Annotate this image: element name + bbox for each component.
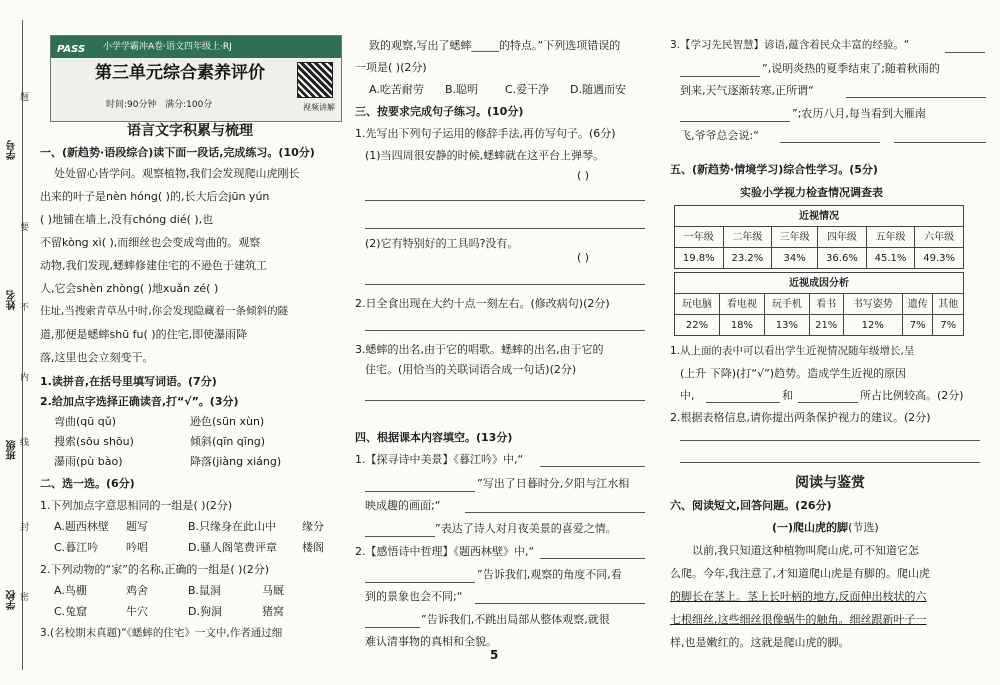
header-subtitle: 小学学霸冲A卷·语文四年级上·RJ: [103, 42, 232, 52]
choice-option-word: 楼阁: [302, 541, 324, 554]
pronunciation-item[interactable]: 逊色(sūn xùn): [190, 415, 265, 428]
choice-question-3-cont: 致的观察,写出了蟋蟀_____的特点。”下列选项错误的: [369, 39, 621, 52]
column-1: [40, 0, 340, 685]
reading-line: 的脚长在茎上。茎上长叶柄的地方,反面伸出枝状的六: [670, 590, 927, 603]
video-label: 视频讲解: [303, 103, 335, 112]
answer-line[interactable]: [945, 52, 985, 53]
share-cell: 13%: [764, 315, 809, 336]
answer-line[interactable]: [680, 76, 760, 77]
passage-line: 住址,当搜索青草丛中时,你会发现隐藏着一条倾斜的隧: [40, 305, 289, 317]
choice-option[interactable]: A.题西林壁: [54, 520, 109, 533]
margin-word: 题: [20, 93, 30, 103]
choice-option-word: 缘分: [302, 520, 324, 533]
fill-1b: ”写出了日暮时分,夕阳与江水相: [477, 477, 630, 490]
cause-cell: 其他: [933, 294, 964, 315]
vision-cause-table: [674, 272, 964, 336]
vision-rate-table: [674, 205, 964, 269]
answer-line[interactable]: [540, 466, 645, 467]
sub-question-1: 1.读拼音,在括号里填写词语。(7分): [40, 375, 217, 388]
answer-line[interactable]: [540, 558, 645, 559]
passage-line: 落,这里也会立刻变干。: [40, 351, 154, 364]
school-label: 学校: [7, 590, 18, 610]
cause-cell: 玩电脑: [675, 294, 720, 315]
rate-cell: 34%: [772, 248, 818, 269]
cause-cell: 书写姿势: [843, 294, 902, 315]
page-number: 5: [490, 648, 499, 662]
name-label: 姓名: [7, 290, 18, 310]
choice-option[interactable]: B.聪明: [445, 83, 479, 96]
reading-title-text: (一)爬山虎的脚: [772, 521, 849, 534]
column-3: [670, 0, 990, 685]
answer-line[interactable]: [680, 440, 980, 441]
margin-word: 不: [20, 303, 30, 313]
question-6-title: 六、阅读短文,回答问题。(26分): [670, 499, 832, 512]
share-cell: 7%: [903, 315, 933, 336]
pass-logo: PASS: [57, 44, 86, 55]
choice-option-word: 猪窝: [262, 605, 284, 618]
choice-question-3: 3.(名校期末真题)“《蟋蟀的住宅》一文中,作者通过细: [40, 627, 283, 639]
answer-line[interactable]: [680, 121, 790, 122]
passage-line: 处处留心皆学问。观察植物,我们会发现爬山虎刚长: [54, 167, 300, 180]
answer-line[interactable]: [365, 228, 645, 229]
cause-cell: 遗传: [903, 294, 933, 315]
sentence-task-2: 2.日全食出现在大约十点一刻左右。(修改病句)(2分): [355, 297, 610, 310]
answer-line[interactable]: [780, 142, 880, 143]
analysis-1c: 中,: [680, 389, 695, 402]
fill-2b: ”告诉我们,观察的角度不同,看: [477, 568, 622, 581]
choice-option[interactable]: A.鸟棚: [54, 584, 87, 597]
pronunciation-item[interactable]: 降落(jiàng xiáng): [190, 455, 282, 468]
question-2-title: 二、选一选。(6分): [40, 477, 135, 490]
answer-line[interactable]: [465, 512, 645, 513]
choice-option-word: 题写: [126, 520, 148, 533]
choice-option[interactable]: C.爱干净: [505, 83, 550, 96]
grade-cell: 一年级: [675, 227, 724, 248]
question-3-title: 三、按要求完成句子练习。(10分): [355, 105, 524, 118]
choice-question-1: 1.下列加点字意思相同的一组是( )(2分): [40, 499, 233, 512]
rate-cell: 19.8%: [675, 248, 724, 269]
passage-line: 动物,我们发现,蟋蟀修建住宅的不逊色于建筑工: [40, 259, 267, 272]
answer-line[interactable]: [365, 400, 645, 401]
margin-word: 要: [20, 223, 30, 233]
choice-option[interactable]: C.暮江吟: [54, 541, 99, 554]
analysis-1b[interactable]: (上升 下降)(打“√”)趋势。造成学生近视的原因: [680, 367, 907, 380]
question-1-title: 一、(新趋势·语段综合)读下面一段话,完成练习。(10分): [40, 146, 315, 159]
grade-cell: 六年级: [915, 227, 964, 248]
share-cell: 18%: [719, 315, 764, 336]
cause-cell: 看电视: [719, 294, 764, 315]
analysis-1d: 和: [782, 389, 793, 402]
grade-cell: 二年级: [723, 227, 772, 248]
fill-3e: 飞,爷爷总会说:“: [680, 129, 759, 142]
fill-1d: ”表达了诗人对月夜美景的喜爱之情。: [435, 522, 617, 535]
grade-cell: 四年级: [818, 227, 867, 248]
exam-meta: [106, 96, 212, 115]
sentence-task-3a: 3.蟋蟀的出名,由于它的唱歌。蟋蟀的出名,由于它的: [355, 343, 604, 356]
choice-option[interactable]: D.狗洞: [188, 605, 222, 618]
column-2: [355, 0, 650, 685]
exam-header: [50, 35, 342, 122]
fill-3b: ”,说明炎热的夏季结束了;随着秋雨的: [762, 62, 940, 75]
pronunciation-item[interactable]: 搜索(sōu shōu): [54, 435, 134, 448]
reading-line: 以前,我只知道这种植物叫爬山虎,可不知道它怎: [692, 544, 919, 557]
choice-option[interactable]: B.只缘身在此山中: [188, 520, 277, 533]
answer-line[interactable]: [365, 582, 475, 583]
fill-3a: 3.【学习先民智慧】谚语,蕴含着民众丰富的经验。“: [670, 39, 910, 51]
share-cell: 12%: [843, 315, 902, 336]
reading-line: 七根细丝,这些细丝很像蜗牛的触角。细丝跟新叶子一: [670, 613, 927, 626]
choice-question-2: 2.下列动物的“家”的名称,正确的一组是( )(2分): [40, 563, 270, 576]
table-title: 实验小学视力检查情况调查表: [740, 186, 883, 199]
margin-word: 封: [20, 523, 30, 533]
choice-option[interactable]: C.兔窟: [54, 605, 88, 618]
answer-line[interactable]: [706, 402, 780, 403]
rate-cell: 45.1%: [866, 248, 915, 269]
sentence-task-3b: 住宅。(用恰当的关联词语合成一句话)(2分): [365, 363, 577, 376]
grade-cell: 五年级: [866, 227, 915, 248]
choice-option-word: 鸡舍: [126, 584, 148, 597]
answer-line[interactable]: [475, 603, 645, 604]
passage-line: 出来的叶子是nèn hóng( )的,长大后会jūn yún: [40, 190, 270, 203]
fill-2d: ”告诉我们,不跳出局部从整体观察,就很: [421, 613, 610, 626]
share-cell: 21%: [809, 315, 843, 336]
question-5-title: 五、(新趋势·情境学习)综合性学习。(5分): [670, 163, 878, 176]
answer-line[interactable]: [798, 402, 858, 403]
cause-cell: 看书: [809, 294, 843, 315]
fill-2a: 2.【感悟诗中哲理】《题西林壁》中,“: [355, 545, 535, 558]
pronunciation-item[interactable]: 瀑雨(pù bào): [54, 455, 123, 468]
pronunciation-item[interactable]: 弯曲(qū qǔ): [54, 415, 116, 428]
margin-word: 内: [20, 373, 30, 383]
sentence-1b: (2)它有特别好的工具吗?没有。: [365, 237, 519, 250]
choice-option-word: 牛穴: [126, 605, 148, 618]
student-id-label: 学号: [7, 140, 18, 160]
fill-1a: 1.【探寻诗中美景】《暮江吟》中,“: [355, 453, 524, 466]
share-cell: 7%: [933, 315, 964, 336]
answer-line[interactable]: [365, 536, 435, 537]
table-header: 近视情况: [675, 206, 964, 227]
analysis-1a: 1.从上面的表中可以看出学生近视情况随年级增长,呈: [670, 345, 915, 357]
reading-line: 么爬。今年,我注意了,才知道爬山虎是有脚的。爬山虎: [670, 567, 930, 580]
binding-margin: [0, 0, 40, 685]
class-label: 班级: [7, 440, 18, 460]
margin-word: 密: [20, 593, 30, 603]
passage-line: 人,它会shèn zhòng( )地xuǎn zé( ): [40, 282, 219, 295]
answer-line[interactable]: [365, 627, 420, 628]
full-score: 满分:100分: [165, 100, 213, 110]
choice-option[interactable]: D.骚人阁笔费评章: [188, 541, 277, 554]
section-title-reading: 阅读与鉴赏: [795, 475, 865, 491]
passage-line: ( )地铺在墙上,没有chóng dié( ),也: [40, 213, 214, 226]
fill-3d: ”;农历八月,每当看到大雁南: [792, 107, 926, 120]
reading-note: (节选): [848, 521, 879, 534]
rate-cell: 36.6%: [818, 248, 867, 269]
exam-title: 第三单元综合素养评价: [95, 63, 265, 83]
analysis-1e: 所占比例较高。(2分): [860, 389, 964, 402]
sentence-1a: (1)当四周很安静的时候,蟋蟀就在这平台上弹琴。: [365, 149, 605, 162]
answer-line[interactable]: [365, 200, 645, 201]
reading-line: 样,也是嫩红的。这就是爬山虎的脚。: [670, 636, 850, 649]
answer-paren: ( ): [577, 251, 590, 264]
choice-option[interactable]: A.吃苦耐劳: [369, 83, 424, 96]
rate-cell: 23.2%: [723, 248, 772, 269]
pronunciation-item[interactable]: 倾斜(qīn qīng): [190, 435, 266, 448]
answer-line[interactable]: [365, 284, 645, 285]
fill-1c: 映成趣的画面;“: [365, 499, 441, 512]
choice-option-word: 吟唱: [126, 541, 148, 554]
passage-line: 道,那便是蟋蟀shū fu( )的住宅,即使瀑雨降: [40, 328, 248, 341]
answer-paren: ( ): [577, 169, 590, 182]
fill-2e: 难认清事物的真相和全貌。: [365, 635, 497, 648]
answer-line[interactable]: [846, 97, 986, 98]
choice-option[interactable]: D.随遇而安: [570, 83, 626, 96]
answer-line[interactable]: [680, 462, 980, 463]
header-banner: [51, 36, 341, 58]
sub-question-2: 2.给加点字选择正确读音,打“√”。(3分): [40, 395, 239, 408]
time-limit: 时间:90分钟: [106, 100, 157, 110]
reading-title: [772, 518, 879, 537]
answer-line[interactable]: [365, 330, 645, 331]
cut-line: [22, 20, 23, 670]
rate-cell: 49.3%: [915, 248, 964, 269]
grade-cell: 三年级: [772, 227, 818, 248]
choice-question-3-cont: 一项是( )(2分): [355, 61, 427, 74]
share-cell: 22%: [675, 315, 720, 336]
sentence-task-1: 1.先写出下列句子运用的修辞手法,再仿写句子。(6分): [355, 127, 616, 140]
cause-cell: 玩手机: [764, 294, 809, 315]
margin-word: 线: [20, 438, 30, 448]
answer-line[interactable]: [894, 142, 986, 143]
fill-2c: 到的景象也会不同;“: [365, 590, 463, 603]
qr-code-icon[interactable]: [297, 62, 333, 98]
answer-line[interactable]: [365, 491, 475, 492]
question-4-title: 四、根据课本内容填空。(13分): [355, 431, 513, 444]
choice-option-word: 马厩: [262, 584, 284, 597]
section-title-accumulation: 语言文字积累与梳理: [127, 123, 253, 139]
analysis-2: 2.根据表格信息,请你提出两条保护视力的建议。(2分): [670, 411, 931, 424]
passage-line: 不留kòng xì( ),而细丝也会变成弯曲的。观察: [40, 236, 261, 249]
table-header: 近视成因分析: [675, 273, 964, 294]
fill-3c: 到来,天气逐渐转寒,正所谓“: [680, 84, 814, 97]
choice-option[interactable]: B.鼠洞: [188, 584, 222, 597]
